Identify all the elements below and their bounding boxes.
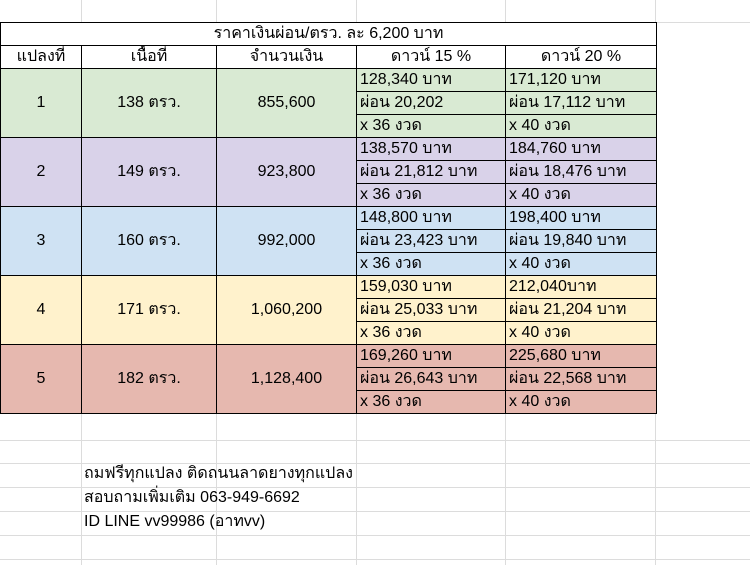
plot-number: 2 [1,138,82,207]
header-down-15: ดาวน์ 15 % [357,46,506,69]
plot-number: 5 [1,345,82,414]
down20-price: 225,680 บาท [506,345,657,368]
down15-price: 128,340 บาท [357,69,506,92]
plot-amount: 1,128,400 [217,345,357,414]
note-phone: สอบถามเพิ่มเติม 063-949-6692 [84,489,300,506]
header-amount: จำนวนเงิน [217,46,357,69]
table-row [1,207,657,230]
plot-amount: 923,800 [217,138,357,207]
down15-installment: ผ่อน 25,033 บาท [357,299,506,322]
plot-area: 149 ตรว. [82,138,217,207]
note-free-fill: ถมฟรีทุกแปลง ติดถนนลาดยางทุกแปลง [84,465,353,482]
plot-amount: 992,000 [217,207,357,276]
table-row [1,138,657,161]
plot-area: 138 ตรว. [82,69,217,138]
down20-terms: x 40 งวด [506,184,657,207]
down20-installment: ผ่อน 19,840 บาท [506,230,657,253]
down20-installment: ผ่อน 18,476 บาท [506,161,657,184]
down20-terms: x 40 งวด [506,253,657,276]
down20-installment: ผ่อน 17,112 บาท [506,92,657,115]
plot-number: 1 [1,69,82,138]
down20-installment: ผ่อน 22,568 บาท [506,368,657,391]
plot-area: 171 ตรว. [82,276,217,345]
down20-installment: ผ่อน 21,204 บาท [506,299,657,322]
down15-terms: x 36 งวด [357,184,506,207]
header-down-20: ดาวน์ 20 % [506,46,657,69]
down20-price: 212,040บาท [506,276,657,299]
plot-amount: 1,060,200 [217,276,357,345]
header-plot: แปลงที่ [1,46,82,69]
down20-price: 171,120 บาท [506,69,657,92]
down20-price: 198,400 บาท [506,207,657,230]
down15-price: 169,260 บาท [357,345,506,368]
down15-terms: x 36 งวด [357,115,506,138]
price-table [0,22,657,414]
plot-number: 4 [1,276,82,345]
down15-terms: x 36 งวด [357,322,506,345]
table-row [1,69,657,92]
contact-notes [84,462,353,534]
down15-price: 138,570 บาท [357,138,506,161]
down15-installment: ผ่อน 26,643 บาท [357,368,506,391]
down20-terms: x 40 งวด [506,322,657,345]
plot-number: 3 [1,207,82,276]
table-row [1,276,657,299]
down15-installment: ผ่อน 20,202 [357,92,506,115]
header-row [1,46,657,69]
title-row [1,23,657,46]
plot-area: 182 ตรว. [82,345,217,414]
plot-amount: 855,600 [217,69,357,138]
down20-price: 184,760 บาท [506,138,657,161]
down15-installment: ผ่อน 21,812 บาท [357,161,506,184]
down20-terms: x 40 งวด [506,115,657,138]
header-area: เนื้อที่ [82,46,217,69]
plot-area: 160 ตรว. [82,207,217,276]
down20-terms: x 40 งวด [506,391,657,414]
table-row [1,345,657,368]
down15-terms: x 36 งวด [357,391,506,414]
table-title: ราคาเงินผ่อน/ตรว. ละ 6,200 บาท [1,23,657,46]
note-line-id: ID LINE vv99986 (อาทvv) [84,513,266,530]
down15-price: 148,800 บาท [357,207,506,230]
down15-price: 159,030 บาท [357,276,506,299]
down15-terms: x 36 งวด [357,253,506,276]
down15-installment: ผ่อน 23,423 บาท [357,230,506,253]
